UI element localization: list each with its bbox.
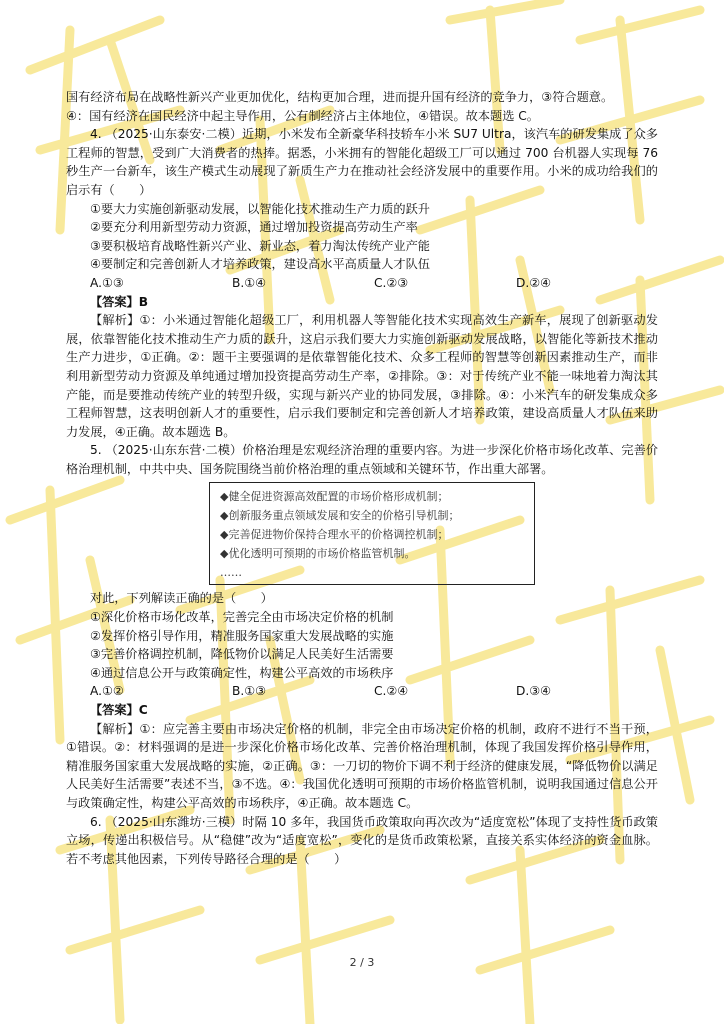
intro-line-2: ④：国有经济在国民经济中起主导作用，公有制经济占主体地位，④错误。故本题选 C。 bbox=[66, 108, 539, 123]
q6-stem: 6. （2025·山东潍坊·三模）时隔 10 多年，我国货币政策取向再次改为“适度宽松”体现了支持性货币政策立场，传递出积极信号。从“稳健”改为“适度宽松”，变化的是货币政策松紧，直接关系实体经济的资金血脉。若不考虑其他因素，下列传导路径合理的是（ ） bbox=[66, 814, 658, 866]
page-number: 2 / 3 bbox=[349, 956, 375, 969]
q4-analysis: 【解析】①：小米通过智能化超级工厂，利用机器人等智能化技术实现高效生产新车，展现了创新驱动发展，依靠智能化技术推动生产力质的跃升，这启示我们要大力实施创新驱动发展战略，以智能化等新技术推动生产力进步，①正确。②：题干主要强调的是依靠智能化技术、众多工程师的智慧等创新因素推动生产，而非利用新型劳动力资源及单纯通过增加投资提高劳动生产率，②排除。③：对于传统产业不能一味地着力淘汰其产能，而是要推动传统产业的转型升级，实现与新兴产业的协同发展，③排除。④：小米汽车的研发集成众多工程师智慧，这表明创新人才的重要性，启示我们要制定和完善创新人才培养政策，建设高质量人才队伍来助力发展，④正确。故本题选 B。 bbox=[66, 313, 658, 439]
q5-item-4: ④通过信息公开与政策确定性，构建公平高效的市场秩序 bbox=[90, 665, 394, 680]
q4-item-4: ④要制定和完善创新人才培养政策，建设高水平高质量人才队伍 bbox=[90, 257, 430, 272]
q5-box-ellipsis: …… bbox=[220, 566, 242, 580]
q5-material-box-wrap bbox=[66, 482, 658, 585]
q4-option-c: C.②③ bbox=[374, 275, 409, 290]
q5-options bbox=[66, 682, 658, 701]
q5-box-line-3: ◆完善促进物价保持合理水平的价格调控机制； bbox=[220, 528, 449, 542]
q5-item-3: ③完善价格调控机制，降低物价以满足人民美好生活需要 bbox=[90, 647, 394, 662]
q4-option-a: A.①③ bbox=[90, 275, 124, 290]
q5-option-c: C.②④ bbox=[374, 684, 409, 699]
q5-material-box bbox=[209, 482, 535, 585]
q5-option-a: A.①② bbox=[90, 684, 124, 699]
q5-prompt: 对此，下列解读正确的是（ ） bbox=[90, 591, 273, 606]
q5-item-1: ①深化价格市场化改革，完善完全由市场决定价格的机制 bbox=[90, 610, 394, 625]
q5-box-line-4: ◆优化透明可预期的市场价格监管机制。 bbox=[220, 547, 416, 561]
q5-item-2: ②发挥价格引导作用，精准服务国家重大发展战略的实施 bbox=[90, 628, 394, 643]
question-5 bbox=[66, 441, 658, 812]
q5-box-line-1: ◆健全促进资源高效配置的市场价格形成机制； bbox=[220, 490, 449, 504]
q5-option-d: D.③④ bbox=[516, 684, 552, 699]
document-body bbox=[66, 88, 658, 868]
q5-stem: 5. （2025·山东东营·二模）价格治理是宏观经济治理的重要内容。为进一步深化价格市场化改革、完善价格治理机制，中共中央、国务院围绕当前价格治理的重点领域和关键环节，作出重大部署。 bbox=[66, 443, 658, 476]
q4-options bbox=[66, 274, 658, 293]
q4-item-2: ②要充分利用新型劳动力资源，通过增加投资提高劳动生产率 bbox=[90, 220, 418, 235]
q5-box-line-2: ◆创新服务重点领域发展和安全的价格引导机制； bbox=[220, 509, 460, 523]
q5-analysis: 【解析】①：应完善主要由市场决定价格的机制，非完全由市场决定价格的机制，政府不进行不当干预，①错误。②：材料强调的是进一步深化价格市场化改革、完善价格治理机制，体现了我国发挥价格引导作用，精准服务国家重大发展战略的实施，②正确。③：一刀切的物价下调不利于经济的健康发展，“降低物价以满足人民美好生活需要”表述不当，③不选。④：我国优化透明可预期的市场价格监管机制，说明我国通过信息公开与政策确定性，构建公平高效的市场秩序，④正确。故本题选 C。 bbox=[66, 721, 658, 810]
intro-line-1: 国有经济布局在战略性新兴产业更加优化，结构更加合理，进而提升国有经济的竞争力，③符合题意。 bbox=[66, 90, 614, 104]
q4-item-3: ③要积极培育战略性新兴产业、新业态，着力淘汰传统产业产能 bbox=[90, 238, 430, 253]
q4-option-d: D.②④ bbox=[516, 275, 552, 290]
question-6 bbox=[66, 813, 658, 869]
q4-stem: 4. （2025·山东泰安·二模）近期，小米发布全新豪华科技轿车小米 SU7 Ultra，该汽车的研发集成了众多工程师的智慧，受到广大消费者的热捧。据悉，小米拥有的智能化超级工厂可以通过 700 台机器人实现每 76 秒生产一台新车，该生产模式生动展现了新质生产力在推动社会经济发展中的重要作用。小米的成功给我们的启示有（ ） bbox=[66, 127, 658, 197]
question-4 bbox=[66, 125, 658, 441]
q5-option-b: B.①③ bbox=[232, 684, 267, 699]
q4-option-b: B.①④ bbox=[232, 275, 267, 290]
q4-answer: 【答案】B bbox=[90, 294, 149, 309]
q4-item-1: ①要大力实施创新驱动发展，以智能化技术推动生产力质的跃升 bbox=[90, 201, 430, 216]
q5-answer: 【答案】C bbox=[90, 703, 148, 718]
